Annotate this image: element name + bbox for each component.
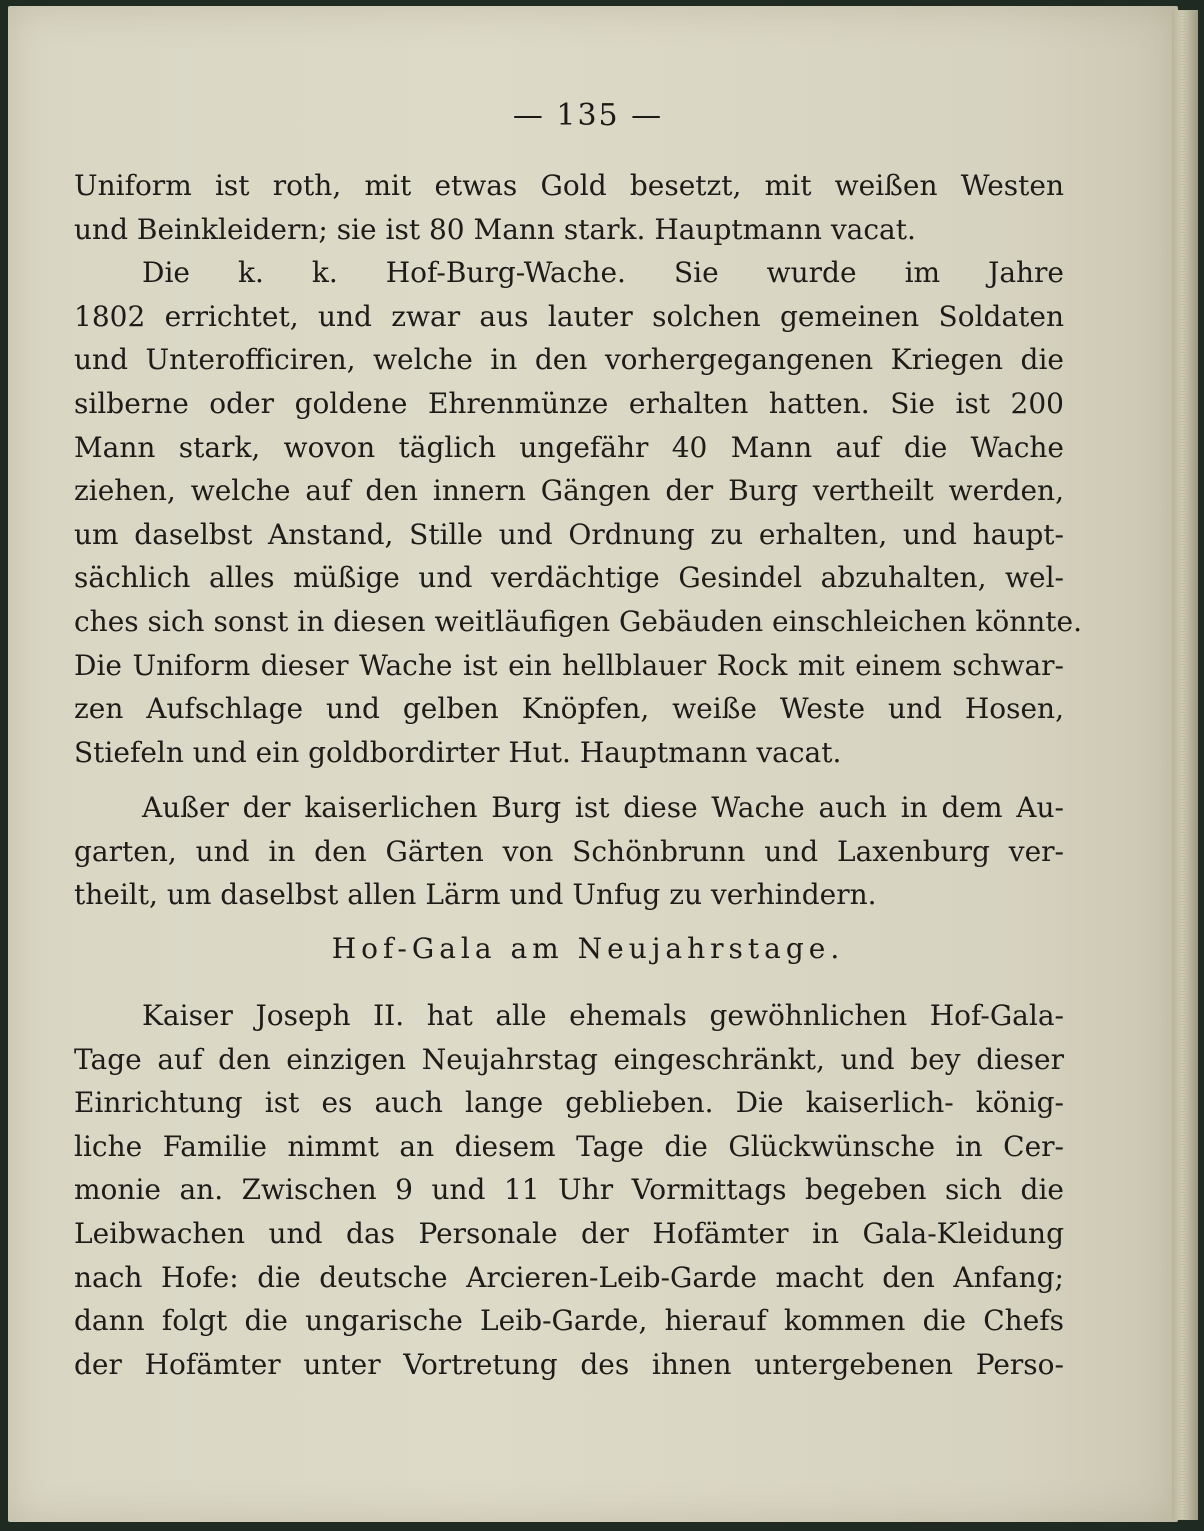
text-line: Einrichtung ist es auch lange geblieben. Die kaiserlich- könig- [74, 1086, 1064, 1120]
book-page [8, 6, 1178, 1522]
text-line: ches sich sonst in diesen weitläufigen Gebäuden einschleichen könnte. [74, 604, 1082, 638]
text-line: liche Familie nimmt an diesem Tage die Glückwünsche in Cer- [74, 1129, 1064, 1163]
text-line: Uniform ist roth, mit etwas Gold besetzt, mit weißen Westen [74, 169, 1064, 202]
paragraph-augarten [74, 786, 1064, 917]
page-number: — 135 — [512, 98, 664, 133]
text-line: dann folgt die ungarische Leib-Garde, hierauf kommen die Chefs [74, 1304, 1064, 1338]
text-line: Die Uniform dieser Wache ist ein hellblauer Rock mit einem schwar- [74, 648, 1064, 682]
page-edge [1172, 10, 1198, 1520]
text-line: theilt, um daselbst allen Lärm und Unfug zu verhindern. [74, 878, 877, 912]
text-line: silberne oder goldene Ehrenmünze erhalten hatten. Sie ist 200 [74, 386, 1064, 420]
text-line: sächlich alles müßige und verdächtige Gesindel abzuhalten, wel- [74, 561, 1064, 595]
text-line: Tage auf den einzigen Neujahrstag eingeschränkt, und bey dieser [74, 1042, 1064, 1076]
text-line: Stiefeln und ein goldbordirter Hut. Hauptmann vacat. [74, 735, 842, 769]
paragraph-uniform [74, 164, 1082, 774]
text-line: um daselbst Anstand, Stille und Ordnung zu erhalten, und haupt- [74, 517, 1064, 551]
page-header [8, 98, 1168, 133]
text-line: zen Aufschlage und gelben Knöpfen, weiße Weste und Hosen, [74, 692, 1064, 726]
section-heading: Hof-Gala am Neujahrstage. [331, 932, 845, 965]
text-line: Kaiser Joseph II. hat alle ehemals gewöhnlichen Hof-Gala- [142, 999, 1064, 1032]
text-line: Mann stark, wovon täglich ungefähr 40 Mann auf die Wache [74, 430, 1064, 464]
text-line: und Unterofficiren, welche in den vorhergegangenen Kriegen die [74, 343, 1064, 377]
text-line: Die k. k. Hof-Burg-Wache. Sie wurde im Jahre [142, 256, 1064, 290]
text-line: monie an. Zwischen 9 und 11 Uhr Vormittags begeben sich die [74, 1173, 1064, 1207]
text-line: 1802 errichtet, und zwar aus lauter solchen gemeinen Soldaten [74, 299, 1064, 333]
text-line: der Hofämter unter Vortretung des ihnen untergebenen Perso- [74, 1347, 1064, 1381]
text-line: ziehen, welche auf den innern Gängen der Burg vertheilt werden, [74, 474, 1064, 508]
text-line: Außer der kaiserlichen Burg ist diese Wache auch in dem Au- [142, 791, 1064, 824]
paragraph-hofgala [74, 994, 1064, 1386]
text-line: Leibwachen und das Personale der Hofämter in Gala-Kleidung [74, 1216, 1064, 1250]
text-line: und Beinkleidern; sie ist 80 Mann stark. Hauptmann vacat. [74, 212, 916, 246]
text-line: nach Hofe: die deutsche Arcieren-Leib-Garde macht den Anfang; [74, 1260, 1064, 1294]
text-line: garten, und in den Gärten von Schönbrunn und Laxenburg ver- [74, 834, 1064, 868]
